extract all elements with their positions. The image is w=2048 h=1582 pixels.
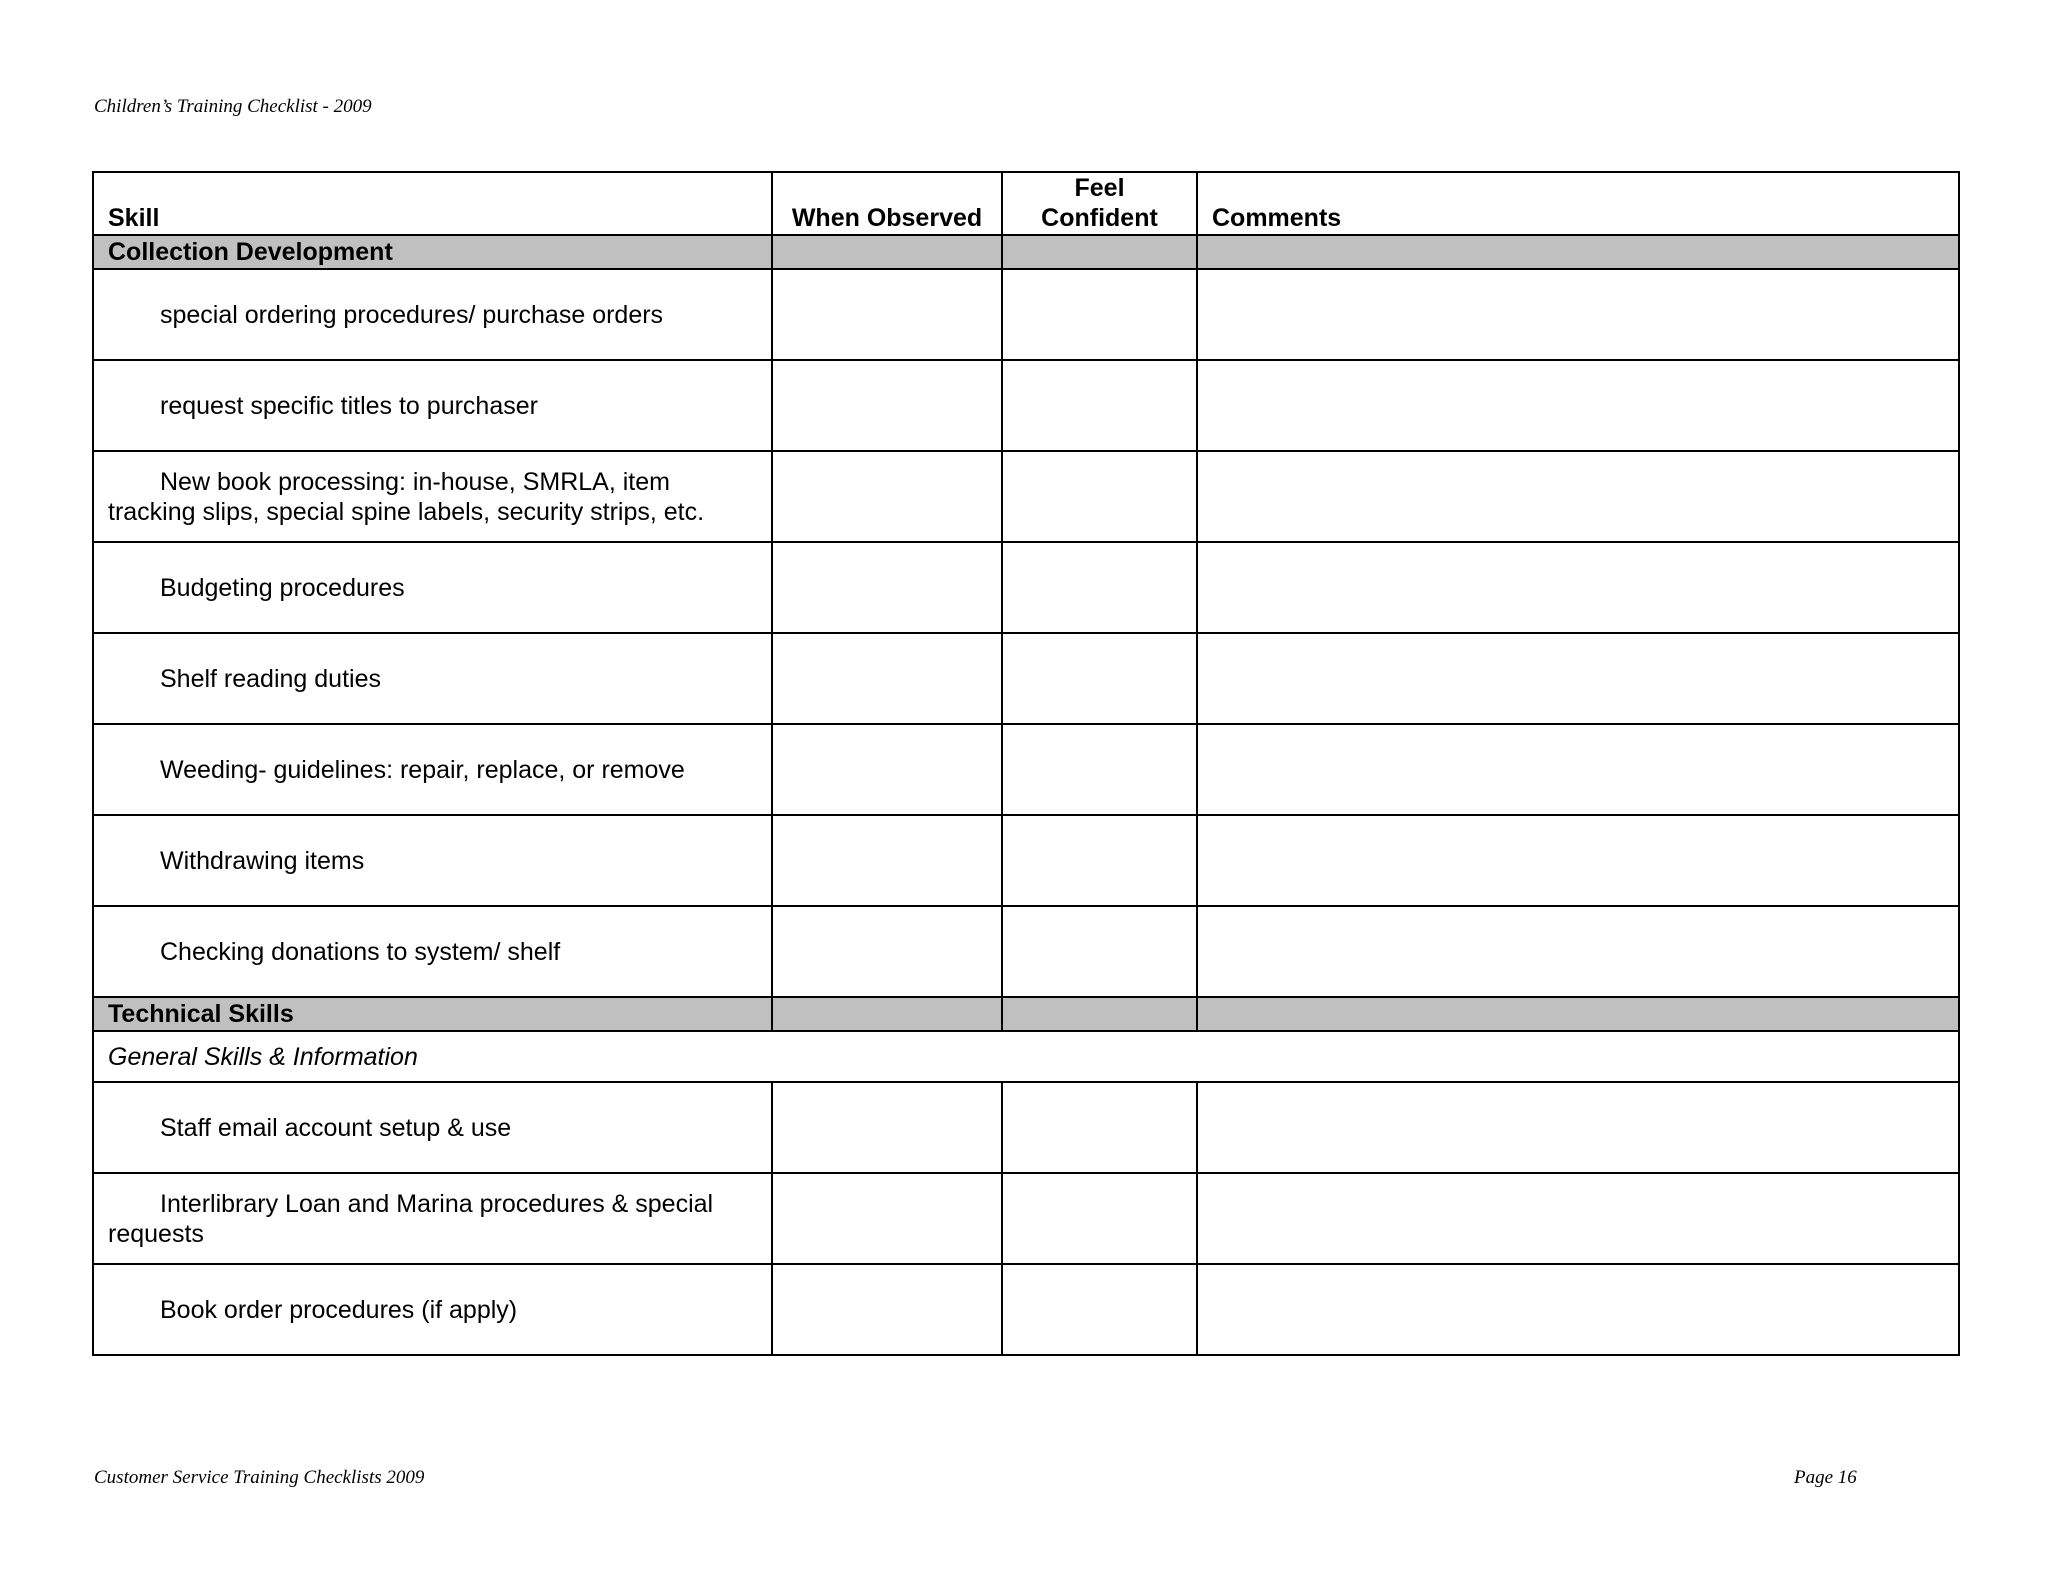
section-cell [772,997,1002,1031]
table-row [93,633,1959,724]
feel-confident-cell[interactable] [1002,451,1197,542]
skill-cell: request specific titles to purchaser [93,360,772,451]
header-feel-confident [1002,172,1197,235]
header-row [93,172,1959,235]
training-checklist-table [92,171,1960,1356]
when-observed-cell[interactable] [772,1264,1002,1355]
skill-cell: Book order procedures (if apply) [93,1264,772,1355]
skill-cell: Budgeting procedures [93,542,772,633]
feel-confident-cell[interactable] [1002,724,1197,815]
skill-cell: Shelf reading duties [93,633,772,724]
feel-confident-cell[interactable] [1002,906,1197,997]
table-row [93,451,1959,542]
feel-confident-cell[interactable] [1002,360,1197,451]
section-row-technical-skills [93,997,1959,1031]
header-skill: Skill [93,172,772,235]
when-observed-cell[interactable] [772,633,1002,724]
section-title: Collection Development [93,235,772,269]
comments-cell[interactable] [1197,1082,1959,1173]
feel-confident-cell[interactable] [1002,1173,1197,1264]
comments-cell[interactable] [1197,542,1959,633]
section-cell [1002,997,1197,1031]
skill-cell: Staff email account setup & use [93,1082,772,1173]
table-row [93,542,1959,633]
header-feel: Feel [1074,174,1125,202]
table-row [93,360,1959,451]
comments-cell[interactable] [1197,269,1959,360]
comments-cell[interactable] [1197,815,1959,906]
table-row [93,269,1959,360]
comments-cell[interactable] [1197,724,1959,815]
feel-confident-cell[interactable] [1002,542,1197,633]
when-observed-cell[interactable] [772,451,1002,542]
comments-cell[interactable] [1197,360,1959,451]
feel-confident-cell[interactable] [1002,269,1197,360]
feel-confident-cell[interactable] [1002,1082,1197,1173]
when-observed-cell[interactable] [772,1173,1002,1264]
skill-cell: Checking donations to system/ shelf [93,906,772,997]
skill-cell: special ordering procedures/ purchase orders [93,269,772,360]
comments-cell[interactable] [1197,633,1959,724]
when-observed-cell[interactable] [772,542,1002,633]
page-header: Children’s Training Checklist - 2009 [94,96,372,117]
feel-confident-cell[interactable] [1002,1264,1197,1355]
skill-cell: Withdrawing items [93,815,772,906]
table-row [93,1264,1959,1355]
skill-cell: Weeding- guidelines: repair, replace, or remove [93,724,772,815]
comments-cell[interactable] [1197,906,1959,997]
feel-confident-cell[interactable] [1002,815,1197,906]
table-row [93,1173,1959,1264]
section-cell [772,235,1002,269]
header-when-observed: When Observed [772,172,1002,235]
feel-confident-cell[interactable] [1002,633,1197,724]
when-observed-cell[interactable] [772,906,1002,997]
comments-cell[interactable] [1197,451,1959,542]
section-cell [1002,235,1197,269]
header-confident: Confident [1041,204,1158,232]
when-observed-cell[interactable] [772,724,1002,815]
comments-cell[interactable] [1197,1173,1959,1264]
when-observed-cell[interactable] [772,360,1002,451]
when-observed-cell[interactable] [772,269,1002,360]
page-number: Page 16 [1794,1467,1857,1488]
table-row [93,1082,1959,1173]
comments-cell[interactable] [1197,1264,1959,1355]
table-row [93,906,1959,997]
table-row [93,815,1959,906]
section-title: Technical Skills [93,997,772,1031]
section-row-collection-development [93,235,1959,269]
section-cell [1197,235,1959,269]
table-row [93,724,1959,815]
subheading-general-skills: General Skills & Information [93,1031,1959,1082]
subheading-row [93,1031,1959,1082]
header-comments: Comments [1197,172,1959,235]
when-observed-cell[interactable] [772,815,1002,906]
footer-title: Customer Service Training Checklists 2009 [94,1467,425,1488]
skill-cell: New book processing: in-house, SMRLA, item tracking slips, special spine labels, security strips, etc. [93,451,772,542]
when-observed-cell[interactable] [772,1082,1002,1173]
section-cell [1197,997,1959,1031]
skill-cell: Interlibrary Loan and Marina procedures & special requests [93,1173,772,1264]
